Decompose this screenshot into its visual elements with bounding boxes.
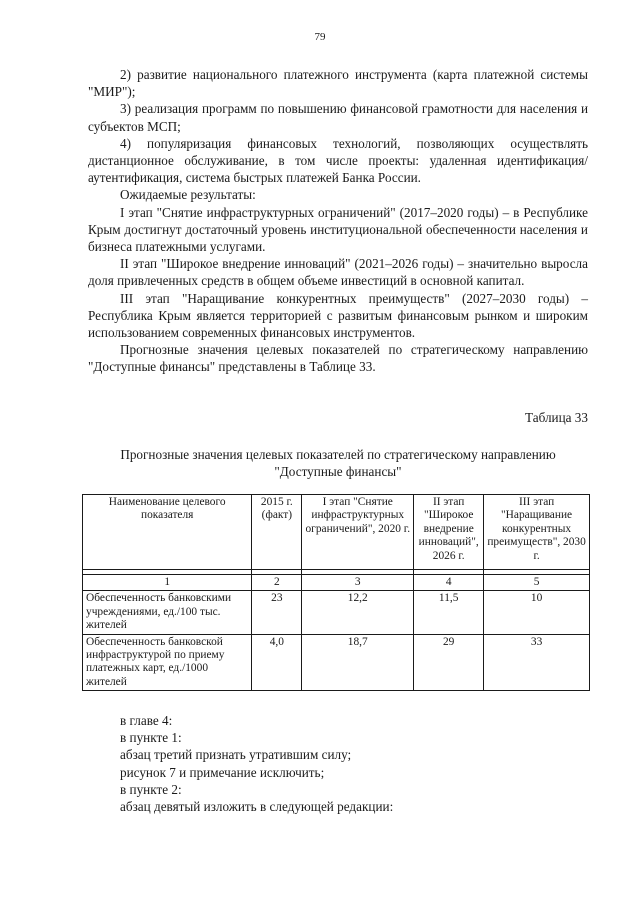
paragraph: III этап "Наращивание конкурентных преимуществ" (2027–2030 годы) – Республика Крым является территорией с развитым финансовым рынком и широким использованием современных финансовых инструментов. bbox=[88, 290, 588, 341]
row-value-2015: 23 bbox=[252, 591, 302, 634]
table-row bbox=[83, 591, 590, 634]
column-number: 2 bbox=[252, 575, 302, 591]
paragraph: I этап "Снятие инфраструктурных ограничений" (2017–2020 годы) – в Республике Крым достигнут достаточный уровень институциональной обеспеченности населения и бизнеса платежными услугами. bbox=[88, 204, 588, 255]
body-text bbox=[88, 66, 588, 376]
column-number: 1 bbox=[83, 575, 252, 591]
paragraph: 2) развитие национального платежного инструмента (карта платежной системы "МИР"); bbox=[88, 67, 588, 100]
column-number-row bbox=[83, 575, 590, 591]
row-value-2030: 33 bbox=[484, 634, 590, 691]
amendment-line: в пункте 2: bbox=[120, 781, 182, 797]
column-number: 3 bbox=[302, 575, 414, 591]
amendment-line: абзац третий признать утратившим силу; bbox=[120, 747, 352, 763]
table-header-row bbox=[83, 495, 590, 570]
column-number: 4 bbox=[414, 575, 484, 591]
amendment-line: рисунок 7 и примечание исключить; bbox=[120, 764, 325, 780]
row-value-2026: 11,5 bbox=[414, 591, 484, 634]
amendment-line: в пункте 1: bbox=[120, 730, 182, 746]
row-value-2020: 18,7 bbox=[302, 634, 414, 691]
indicators-table bbox=[82, 494, 590, 691]
table-caption: Прогнозные значения целевых показателей по стратегическому направлению "Доступные финансы" bbox=[120, 447, 556, 479]
amendment-line: в главе 4: bbox=[120, 713, 173, 728]
paragraph: Ожидаемые результаты: bbox=[120, 187, 256, 203]
column-number: 5 bbox=[484, 575, 590, 591]
page-number: 79 bbox=[314, 31, 326, 43]
header-stage-1: I этап "Снятие инфраструктурных ограничений", 2020 г. bbox=[302, 495, 414, 570]
paragraph: II этап "Широкое внедрение инноваций" (2021–2026 годы) – значительно выросла доля привлеченных средств в общем объеме инвестиций в основной капитал. bbox=[88, 256, 588, 289]
amendment-line: абзац девятый изложить в следующей редакции: bbox=[120, 799, 394, 815]
row-indicator-name: Обеспеченность банковскими учреждениями, ед./100 тыс. жителей bbox=[83, 591, 252, 634]
header-2015: 2015 г. (факт) bbox=[252, 495, 302, 570]
paragraph: 4) популяризация финансовых технологий, позволяющих осуществлять дистанционное обслуживание, в том числе проекты: удаленная идентификация/аутентификация, система быстрых платежей Банка России. bbox=[88, 135, 588, 186]
table-label: Таблица 33 bbox=[525, 410, 588, 425]
paragraph: 3) реализация программ по повышению финансовой грамотности для населения и субъектов МСП; bbox=[88, 101, 588, 134]
table-row bbox=[83, 634, 590, 691]
amendment-text bbox=[120, 712, 590, 815]
row-value-2015: 4,0 bbox=[252, 634, 302, 691]
row-value-2026: 29 bbox=[414, 634, 484, 691]
row-value-2020: 12,2 bbox=[302, 591, 414, 634]
row-indicator-name: Обеспеченность банковской инфраструктурой по приему платежных карт, ед./1000 жителей bbox=[83, 634, 252, 691]
header-indicator-name: Наименование целевого показателя bbox=[83, 495, 252, 570]
header-stage-3: III этап "Наращивание конкурентных преимуществ", 2030 г. bbox=[484, 495, 590, 570]
paragraph: Прогнозные значения целевых показателей по стратегическому направлению "Доступные финансы" представлены в Таблице 33. bbox=[88, 342, 588, 375]
header-stage-2: II этап "Широкое внедрение инноваций", 2026 г. bbox=[414, 495, 484, 570]
row-value-2030: 10 bbox=[484, 591, 590, 634]
